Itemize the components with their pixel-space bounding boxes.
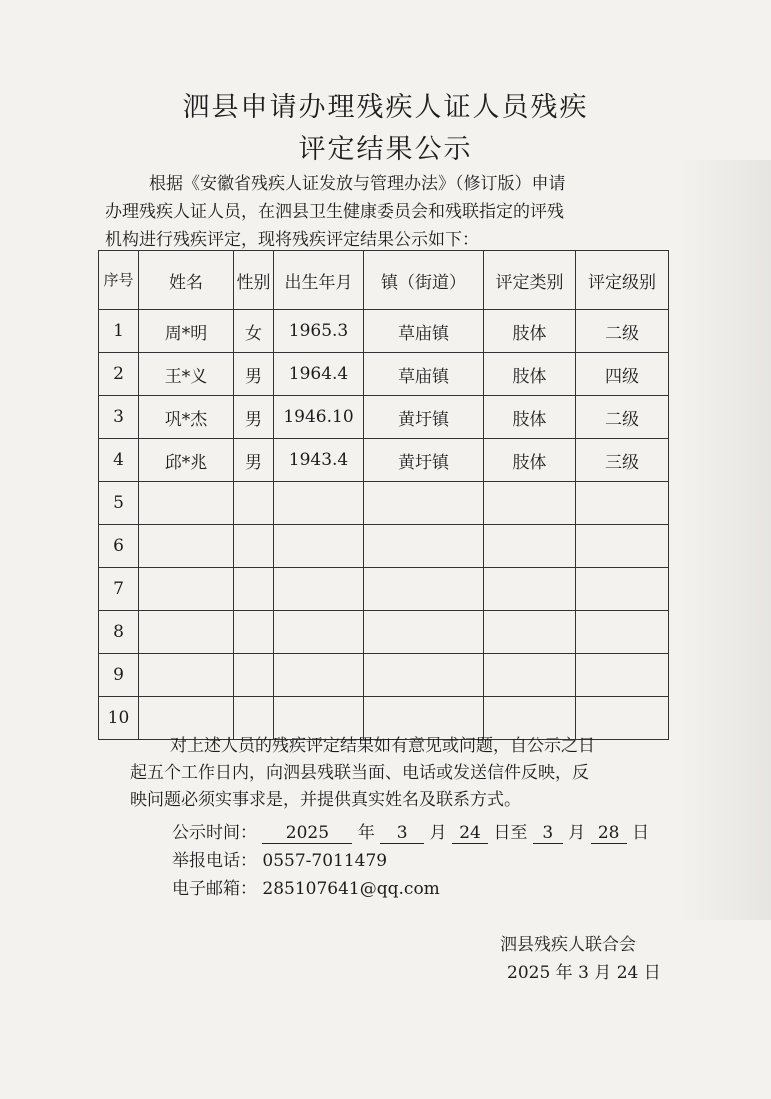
cell-birth [274,525,364,568]
intro-line-1: 根据《安徽省残疾人证发放与管理办法》（修订版）申请 [149,174,566,194]
phone-label: 举报电话： [172,851,257,871]
intro-line-3: 机构进行残疾评定，现将残疾评定结果公示如下： [105,230,479,250]
footer-line-1: 对上述人员的残疾评定结果如有意见或问题，自公示之日 [170,736,595,756]
cell-level [576,568,669,611]
cell-birth: 1965.3 [274,310,364,353]
cell-seq: 9 [99,654,139,697]
cell-town [364,525,484,568]
cell-gender [234,525,274,568]
table-row [99,439,669,482]
notice-end-day: 28 [591,823,627,844]
table-row [99,482,669,525]
cell-category [484,568,576,611]
cell-birth: 1946.10 [274,396,364,439]
table-header [99,251,669,310]
cell-level: 二级 [576,310,669,353]
report-phone [172,846,387,871]
cell-seq: 7 [99,568,139,611]
cell-gender [234,654,274,697]
notice-end-month: 3 [533,823,563,844]
table-row [99,525,669,568]
cell-name: 邱*兆 [139,439,234,482]
notice-start-day: 24 [452,823,488,844]
cell-level [576,482,669,525]
table-row [99,310,669,353]
notice-year-unit: 年 [357,823,375,843]
cell-level [576,611,669,654]
phone-value: 0557-7011479 [262,851,388,871]
cell-seq: 2 [99,353,139,396]
notice-day-to: 日至 [493,823,528,843]
header-category: 评定类别 [484,251,576,310]
notice-month-unit: 月 [429,823,447,843]
cell-category [484,611,576,654]
title-line-1: 泗县申请办理残疾人证人员残疾 [182,92,589,123]
header-seq: 序号 [99,251,139,310]
email-label: 电子邮箱： [172,879,257,899]
cell-birth [274,611,364,654]
cell-seq: 6 [99,525,139,568]
cell-name: 巩*杰 [139,396,234,439]
cell-category [484,654,576,697]
cell-gender: 男 [234,353,274,396]
footer-line-3: 映问题必须实事求是，并提供真实姓名及联系方式。 [130,790,521,810]
cell-seq: 3 [99,396,139,439]
notice-end-day-unit: 日 [632,823,650,843]
cell-town [364,482,484,525]
cell-gender [234,482,274,525]
title-line-2: 评定结果公示 [298,134,473,165]
table-row [99,654,669,697]
cell-birth [274,654,364,697]
header-town: 镇（街道） [364,251,484,310]
cell-gender: 男 [234,439,274,482]
cell-category: 肢体 [484,310,576,353]
header-gender: 性别 [234,251,274,310]
cell-gender: 女 [234,310,274,353]
table-row [99,568,669,611]
table-row [99,611,669,654]
bleed-through-shadow [676,160,771,920]
intro-line-2: 办理残疾人证人员，在泗县卫生健康委员会和残联指定的评残 [105,202,564,222]
cell-seq: 8 [99,611,139,654]
cell-name: 周*明 [139,310,234,353]
cell-gender [234,611,274,654]
cell-level: 三级 [576,439,669,482]
notice-start-year: 2025 [262,823,352,844]
table-row [99,353,669,396]
cell-birth: 1943.4 [274,439,364,482]
report-email [172,874,440,899]
header-name: 姓名 [139,251,234,310]
notice-start-month: 3 [380,823,424,844]
cell-town: 草庙镇 [364,353,484,396]
cell-town [364,611,484,654]
cell-category: 肢体 [484,353,576,396]
cell-category [484,525,576,568]
table-row [99,396,669,439]
cell-seq: 10 [99,697,139,740]
cell-level: 四级 [576,353,669,396]
cell-category [484,482,576,525]
cell-seq: 5 [99,482,139,525]
notice-end-month-unit: 月 [568,823,586,843]
cell-town [364,568,484,611]
cell-gender: 男 [234,396,274,439]
cell-level [576,654,669,697]
cell-name [139,611,234,654]
notice-period [172,818,649,844]
table-body [99,310,669,740]
issue-date: 2025 年 3 月 24 日 [507,963,661,983]
footer-line-2: 起五个工作日内，向泗县残联当面、电话或发送信件反映，反 [130,763,589,783]
cell-level: 二级 [576,396,669,439]
cell-birth: 1964.4 [274,353,364,396]
cell-gender [234,568,274,611]
cell-name [139,482,234,525]
header-row [99,251,669,310]
email-value: 285107641@qq.com [262,879,440,899]
cell-town [364,654,484,697]
header-birth: 出生年月 [274,251,364,310]
footer-paragraph [130,733,690,814]
cell-seq: 1 [99,310,139,353]
cell-name [139,568,234,611]
result-table [98,250,669,740]
cell-name: 王*义 [139,353,234,396]
cell-birth [274,568,364,611]
cell-name [139,654,234,697]
cell-category: 肢体 [484,439,576,482]
intro-paragraph [105,170,665,254]
cell-town: 黄圩镇 [364,439,484,482]
cell-town: 黄圩镇 [364,396,484,439]
cell-level [576,525,669,568]
notice-label: 公示时间： [172,823,257,843]
header-level: 评定级别 [576,251,669,310]
cell-birth [274,482,364,525]
cell-town: 草庙镇 [364,310,484,353]
issuing-organization: 泗县残疾人联合会 [500,935,636,955]
cell-seq: 4 [99,439,139,482]
cell-name [139,525,234,568]
cell-category: 肢体 [484,396,576,439]
